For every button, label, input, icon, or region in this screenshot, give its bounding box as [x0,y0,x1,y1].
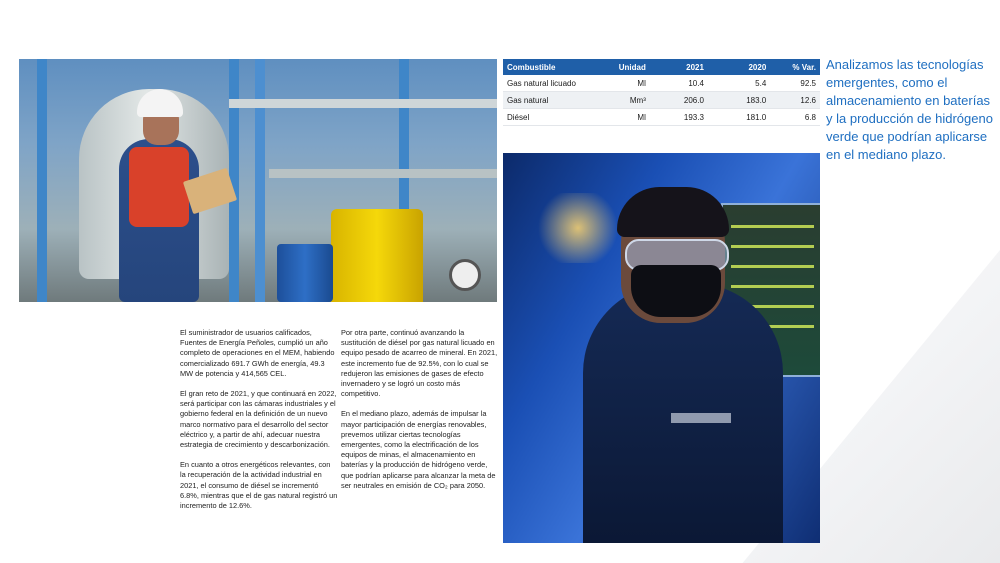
header-var: % Var. [770,59,820,75]
callout-text: Analizamos las tecnologías emergentes, como el almacenamiento en baterías y la producción de hidrógeno verde que podrían aplicarse en el mediano plazo. [826,57,993,162]
table-row [503,109,820,126]
paragraph: El suministrador de usuarios calificados, Fuentes de Energía Peñoles, cumplió un año completo de operaciones en el MEM, habiendo comercializado 691.7 GWh de energía, 49.3 MW de potencia y 414,565 CEL. [180,328,335,378]
paragraph: Por otra parte, continuó avanzando la sustitución de diésel por gas natural licuado en equipo pesado de acarreo de mineral. En 2021, este incremento fue de 92.5%, con lo cual se redujeron las emisiones de gases de efecto invernadero y se logró un costo más competitivo. [341,328,498,399]
cell-var: 12.6 [770,92,820,109]
cell-combustible: Diésel [503,109,604,126]
photo-yellow-tank [331,209,423,302]
table-row [503,75,820,92]
cell-unidad: Mm³ [604,92,650,109]
body-column-left [180,328,338,521]
body-column-right [341,328,499,501]
cell-2020: 5.4 [708,75,770,92]
cell-unidad: Ml [604,75,650,92]
photo-pipe [255,59,265,302]
photo-screen-line [731,245,814,248]
photo-pipe [229,99,497,108]
photo-light-glow [533,193,623,263]
cell-2021: 193.3 [650,109,708,126]
photo-uniform-badge [671,413,731,423]
cell-combustible: Gas natural licuado [503,75,604,92]
photo-control-room-operator [503,153,820,543]
header-combustible: Combustible [503,59,604,75]
photo-vest [129,147,189,227]
photo-pipe [269,169,497,178]
cell-2021: 10.4 [650,75,708,92]
photo-pipe [37,59,47,302]
paragraph: En cuanto a otros energéticos relevantes, con la recuperación de la actividad industrial en 2021, el consumo de diésel se incrementó 6.8%, mientras que el de gas natural registró un incremento de 12.6%. [180,460,338,511]
fuel-consumption-table [503,59,820,126]
cell-unidad: Ml [604,109,650,126]
cell-2020: 181.0 [708,109,770,126]
photo-pipe [399,59,409,219]
photo-blue-drum [277,244,333,302]
photo-screen-line [731,285,814,288]
header-2020: 2020 [708,59,770,75]
header-2021: 2021 [650,59,708,75]
cell-var: 6.8 [770,109,820,126]
table-header-row [503,59,820,75]
photo-industrial-worker [19,59,497,302]
paragraph: El gran reto de 2021, y que continuará en 2022, será participar con las cámaras industriales y el gobierno federal en la definición de un nuevo marco normativo para el desarrollo del sector eléctrico y, a partir de ahí, adecuar nuestra estrategia de crecimiento y descarbonización. [180,389,337,450]
photo-mask [631,265,721,317]
cell-2020: 183.0 [708,92,770,109]
cell-var: 92.5 [770,75,820,92]
cell-2021: 206.0 [650,92,708,109]
photo-screen-line [731,265,814,268]
table-row [503,92,820,109]
photo-screen-line [731,225,814,228]
cell-combustible: Gas natural [503,92,604,109]
paragraph: En el mediano plazo, además de impulsar la mayor participación de energías renovables, prevemos utilizar ciertas tecnologías emergentes, como la electrificación de los equipos de minas, el almacenamiento en baterías y la producción de hidrógeno verde, que podrían aplicarse para alcanzar la meta de ser neutrales en emisión de CO₂ para 2050. [341,409,496,490]
photo-gauge [449,259,481,291]
header-unidad: Unidad [604,59,650,75]
photo-hair [617,187,729,237]
